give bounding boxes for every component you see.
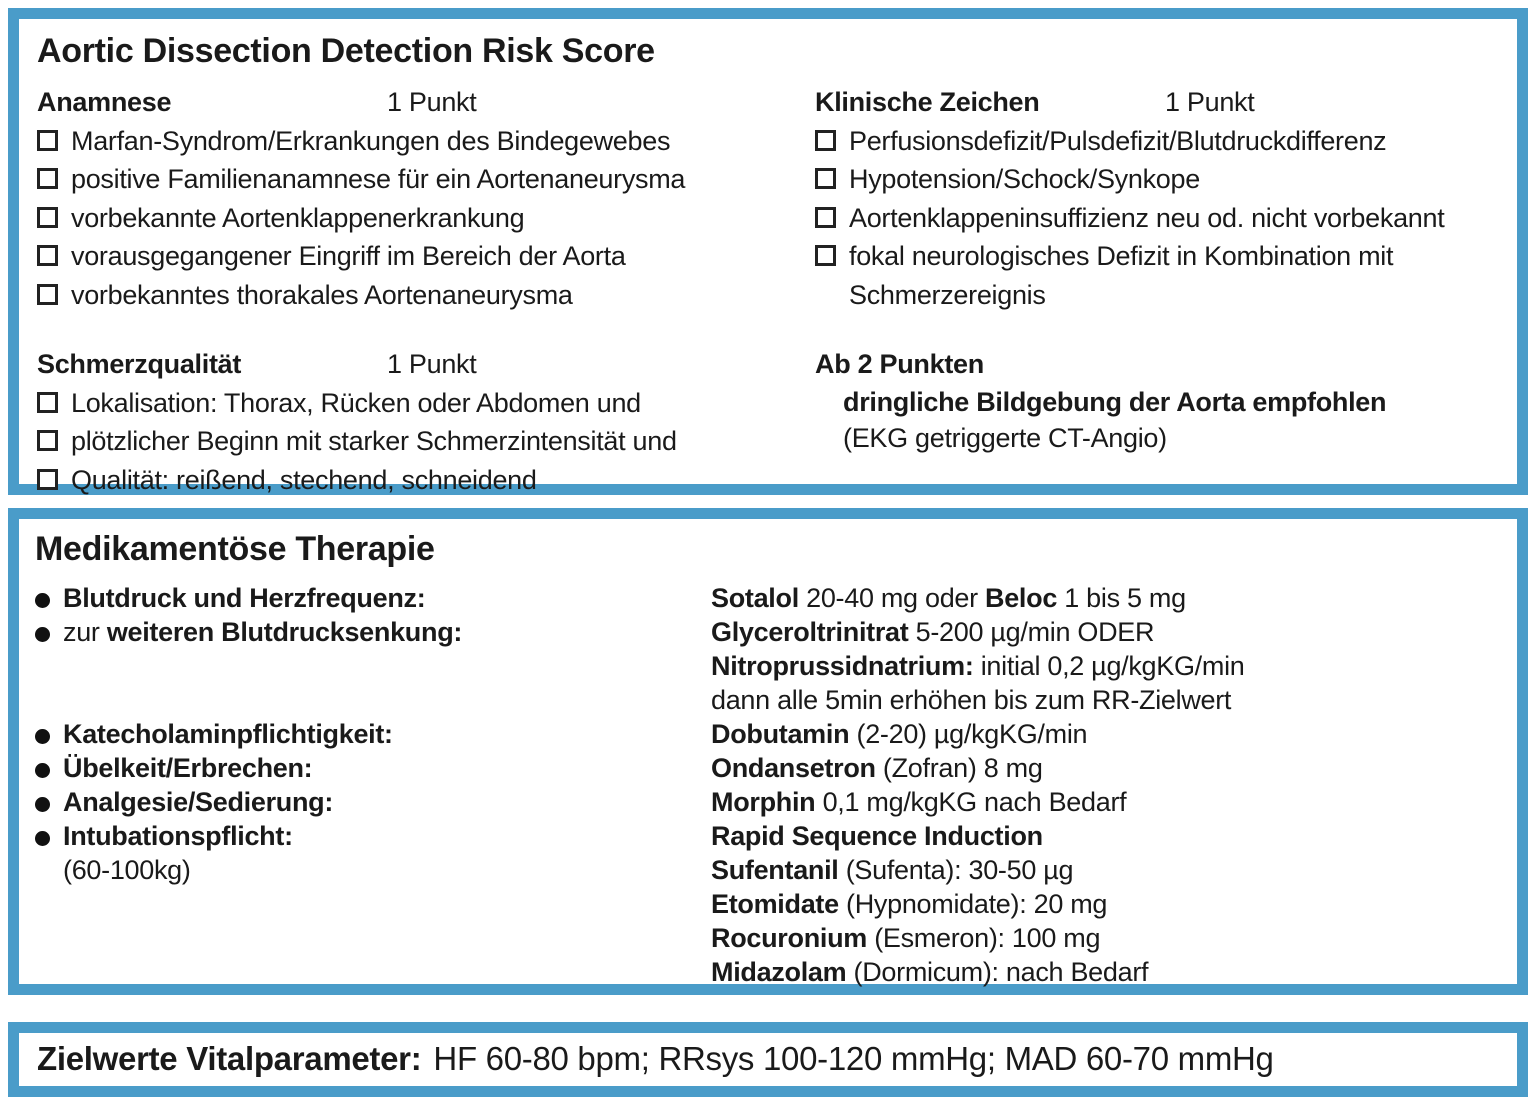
text-segment: Rapid Sequence Induction: [711, 821, 1043, 851]
risk-left-column: [37, 83, 815, 499]
checkbox-icon[interactable]: [37, 168, 58, 189]
checkbox-icon[interactable]: [37, 392, 58, 413]
text-segment: (2-20) µg/kgKG/min: [849, 719, 1088, 749]
checkbox-icon[interactable]: [37, 469, 58, 490]
section-heading-row: [37, 83, 815, 122]
text-segment: zur: [63, 617, 107, 647]
checklist-item: [37, 160, 815, 199]
checklist-item: [815, 199, 1499, 238]
section-heading-row: [37, 345, 815, 384]
text-segment: Nitroprussidnatrium:: [711, 651, 974, 681]
therapy-value: [711, 853, 1501, 887]
text-segment: Übelkeit/Erbrechen:: [63, 753, 313, 783]
checkbox-icon[interactable]: [37, 245, 58, 266]
points-label: 1 Punkt: [1165, 87, 1255, 117]
vitals-value: HF 60-80 bpm; RRsys 100-120 mmHg; MAD 60-70 mmHg: [433, 1040, 1274, 1077]
risk-score-box: [8, 8, 1528, 495]
section-gap: [37, 314, 815, 345]
therapy-value: [711, 751, 1501, 785]
text-segment: Etomidate: [711, 889, 839, 919]
therapy-box: [8, 508, 1528, 995]
text-segment: Blutdruck und Herzfrequenz:: [63, 583, 426, 613]
section-heading: Klinische Zeichen: [815, 87, 1040, 117]
risk-grid: [37, 83, 1499, 499]
checkbox-icon[interactable]: [815, 130, 836, 151]
section-heading-row: [815, 83, 1499, 122]
checklist-item: [37, 237, 815, 276]
checkbox-icon[interactable]: [815, 207, 836, 228]
checklist-item-label: plötzlicher Beginn mit starker Schmerzintensität und: [71, 426, 677, 456]
therapy-label: [35, 785, 711, 819]
text-segment: Beloc: [985, 583, 1058, 613]
checklist-item: [815, 237, 1499, 276]
text-segment: Dobutamin: [711, 719, 850, 749]
points-label: 1 Punkt: [387, 349, 477, 379]
bullet-icon: [35, 627, 50, 642]
text-segment: Katecholaminpflichtigkeit:: [63, 719, 393, 749]
therapy-label: [35, 955, 711, 989]
note-heading: Ab 2 Punkten: [815, 349, 984, 379]
checklist-item-label: Lokalisation: Thorax, Rücken oder Abdomen und: [71, 387, 641, 418]
therapy-value: [711, 921, 1501, 955]
checklist-item-label: positive Familienanamnese für ein Aortenaneurysma: [71, 164, 686, 194]
text-segment: 0,1 mg/kgKG nach Bedarf: [815, 787, 1127, 817]
therapy-label: [35, 751, 711, 785]
therapy-box-title: Medikamentöse Therapie: [35, 530, 435, 568]
checkbox-icon[interactable]: [37, 430, 58, 451]
therapy-value: [711, 649, 1501, 683]
checkbox-icon[interactable]: [37, 284, 58, 305]
checkbox-icon[interactable]: [815, 245, 836, 266]
therapy-value: [711, 683, 1501, 717]
checklist-item: [37, 199, 815, 238]
bullet-icon: [35, 797, 50, 812]
text-segment: Glyceroltrinitrat: [711, 617, 909, 647]
therapy-label: [35, 649, 711, 683]
checklist-item-label: vorbekanntes thorakales Aortenaneurysma: [71, 279, 573, 310]
text-segment: Sotalol: [711, 583, 799, 613]
text-segment: Intubationspflicht:: [63, 821, 293, 851]
therapy-label: [35, 683, 711, 717]
checklist-item: [37, 122, 815, 161]
text-segment: (Hypnomidate): 20 mg: [838, 889, 1108, 919]
bullet-icon: [35, 763, 50, 778]
text-segment: 5-200 µg/min ODER: [908, 617, 1155, 647]
bullet-icon: [35, 729, 50, 744]
points-label: 1 Punkt: [387, 87, 477, 117]
checklist-item: [37, 384, 815, 423]
therapy-value: [711, 615, 1501, 649]
checklist-item: [37, 276, 815, 315]
therapy-value: [711, 581, 1501, 615]
text-segment: 1 bis 5 mg: [1057, 583, 1186, 613]
section-heading: Anamnese: [37, 87, 172, 117]
text-segment: initial 0,2 µg/kgKG/min: [973, 651, 1245, 681]
text-segment: (Dormicum): nach Bedarf: [846, 957, 1149, 987]
therapy-label: [35, 581, 711, 615]
risk-right-column: [815, 83, 1499, 499]
vitals-line: [37, 1033, 1499, 1084]
checklist-item-label: fokal neurologisches Defizit in Kombination mit: [849, 241, 1394, 271]
vitals-label: Zielwerte Vitalparameter:: [37, 1040, 422, 1077]
text-segment: Rocuronium: [711, 923, 867, 953]
therapy-label: [35, 615, 711, 649]
checklist-item: [37, 422, 815, 461]
note-line: (EKG getriggerte CT-Angio): [843, 422, 1167, 453]
section-gap: [815, 314, 1499, 345]
vitals-box: [8, 1022, 1528, 1097]
text-segment: (Zofran) 8 mg: [875, 753, 1043, 783]
checklist-item-label: Perfusionsdefizit/Pulsdefizit/Blutdruckdifferenz: [849, 125, 1387, 156]
checkbox-icon[interactable]: [37, 207, 58, 228]
text-segment: (Sufenta): 30-50 µg: [838, 855, 1074, 885]
checklist-item-continuation: Schmerzereignis: [849, 279, 1046, 310]
therapy-label: [35, 887, 711, 921]
text-segment: Ondansetron: [711, 753, 876, 783]
text-segment: dann alle 5min erhöhen bis zum RR-Zielwert: [711, 685, 1232, 715]
therapy-value: [711, 887, 1501, 921]
therapy-value: [711, 955, 1501, 989]
text-segment: Sufentanil: [711, 855, 839, 885]
text-segment: Midazolam: [711, 957, 847, 987]
text-segment: Analgesie/Sedierung:: [63, 787, 334, 817]
checklist-item-label: vorausgegangener Eingriff im Bereich der Aorta: [71, 241, 626, 271]
text-segment: (60-100kg): [63, 855, 191, 885]
note-line: dringliche Bildgebung der Aorta empfohlen: [843, 386, 1387, 417]
therapy-label: [35, 921, 711, 955]
checklist-item-label: vorbekannte Aortenklappenerkrankung: [71, 202, 525, 233]
therapy-label: [35, 717, 711, 751]
therapy-label: [35, 819, 711, 853]
bullet-icon: [35, 831, 50, 846]
checklist-item-label: Marfan-Syndrom/Erkrankungen des Bindegewebes: [71, 125, 671, 156]
checklist-item: [37, 461, 815, 500]
section-heading: Schmerzqualität: [37, 349, 242, 379]
checklist-item-label: Aortenklappeninsuffizienz neu od. nicht vorbekannt: [849, 202, 1445, 233]
text-segment: 20-40 mg oder: [798, 583, 986, 613]
therapy-value: [711, 717, 1501, 751]
checkbox-icon[interactable]: [37, 130, 58, 151]
therapy-grid: [35, 581, 1501, 989]
checklist-item-label: Hypotension/Schock/Synkope: [849, 164, 1200, 194]
therapy-value: [711, 819, 1501, 853]
therapy-value: [711, 785, 1501, 819]
risk-box-title: Aortic Dissection Detection Risk Score: [37, 32, 655, 70]
checklist-item: [815, 122, 1499, 161]
text-segment: (Esmeron): 100 mg: [867, 923, 1101, 953]
bullet-icon: [35, 593, 50, 608]
checklist-item: [815, 160, 1499, 199]
therapy-label: [35, 853, 711, 887]
checkbox-icon[interactable]: [815, 168, 836, 189]
text-segment: Morphin: [711, 787, 816, 817]
text-segment: weiteren Blutdrucksenkung:: [106, 617, 463, 647]
checklist-item-label: Qualität: reißend, stechend, schneidend: [71, 464, 537, 495]
